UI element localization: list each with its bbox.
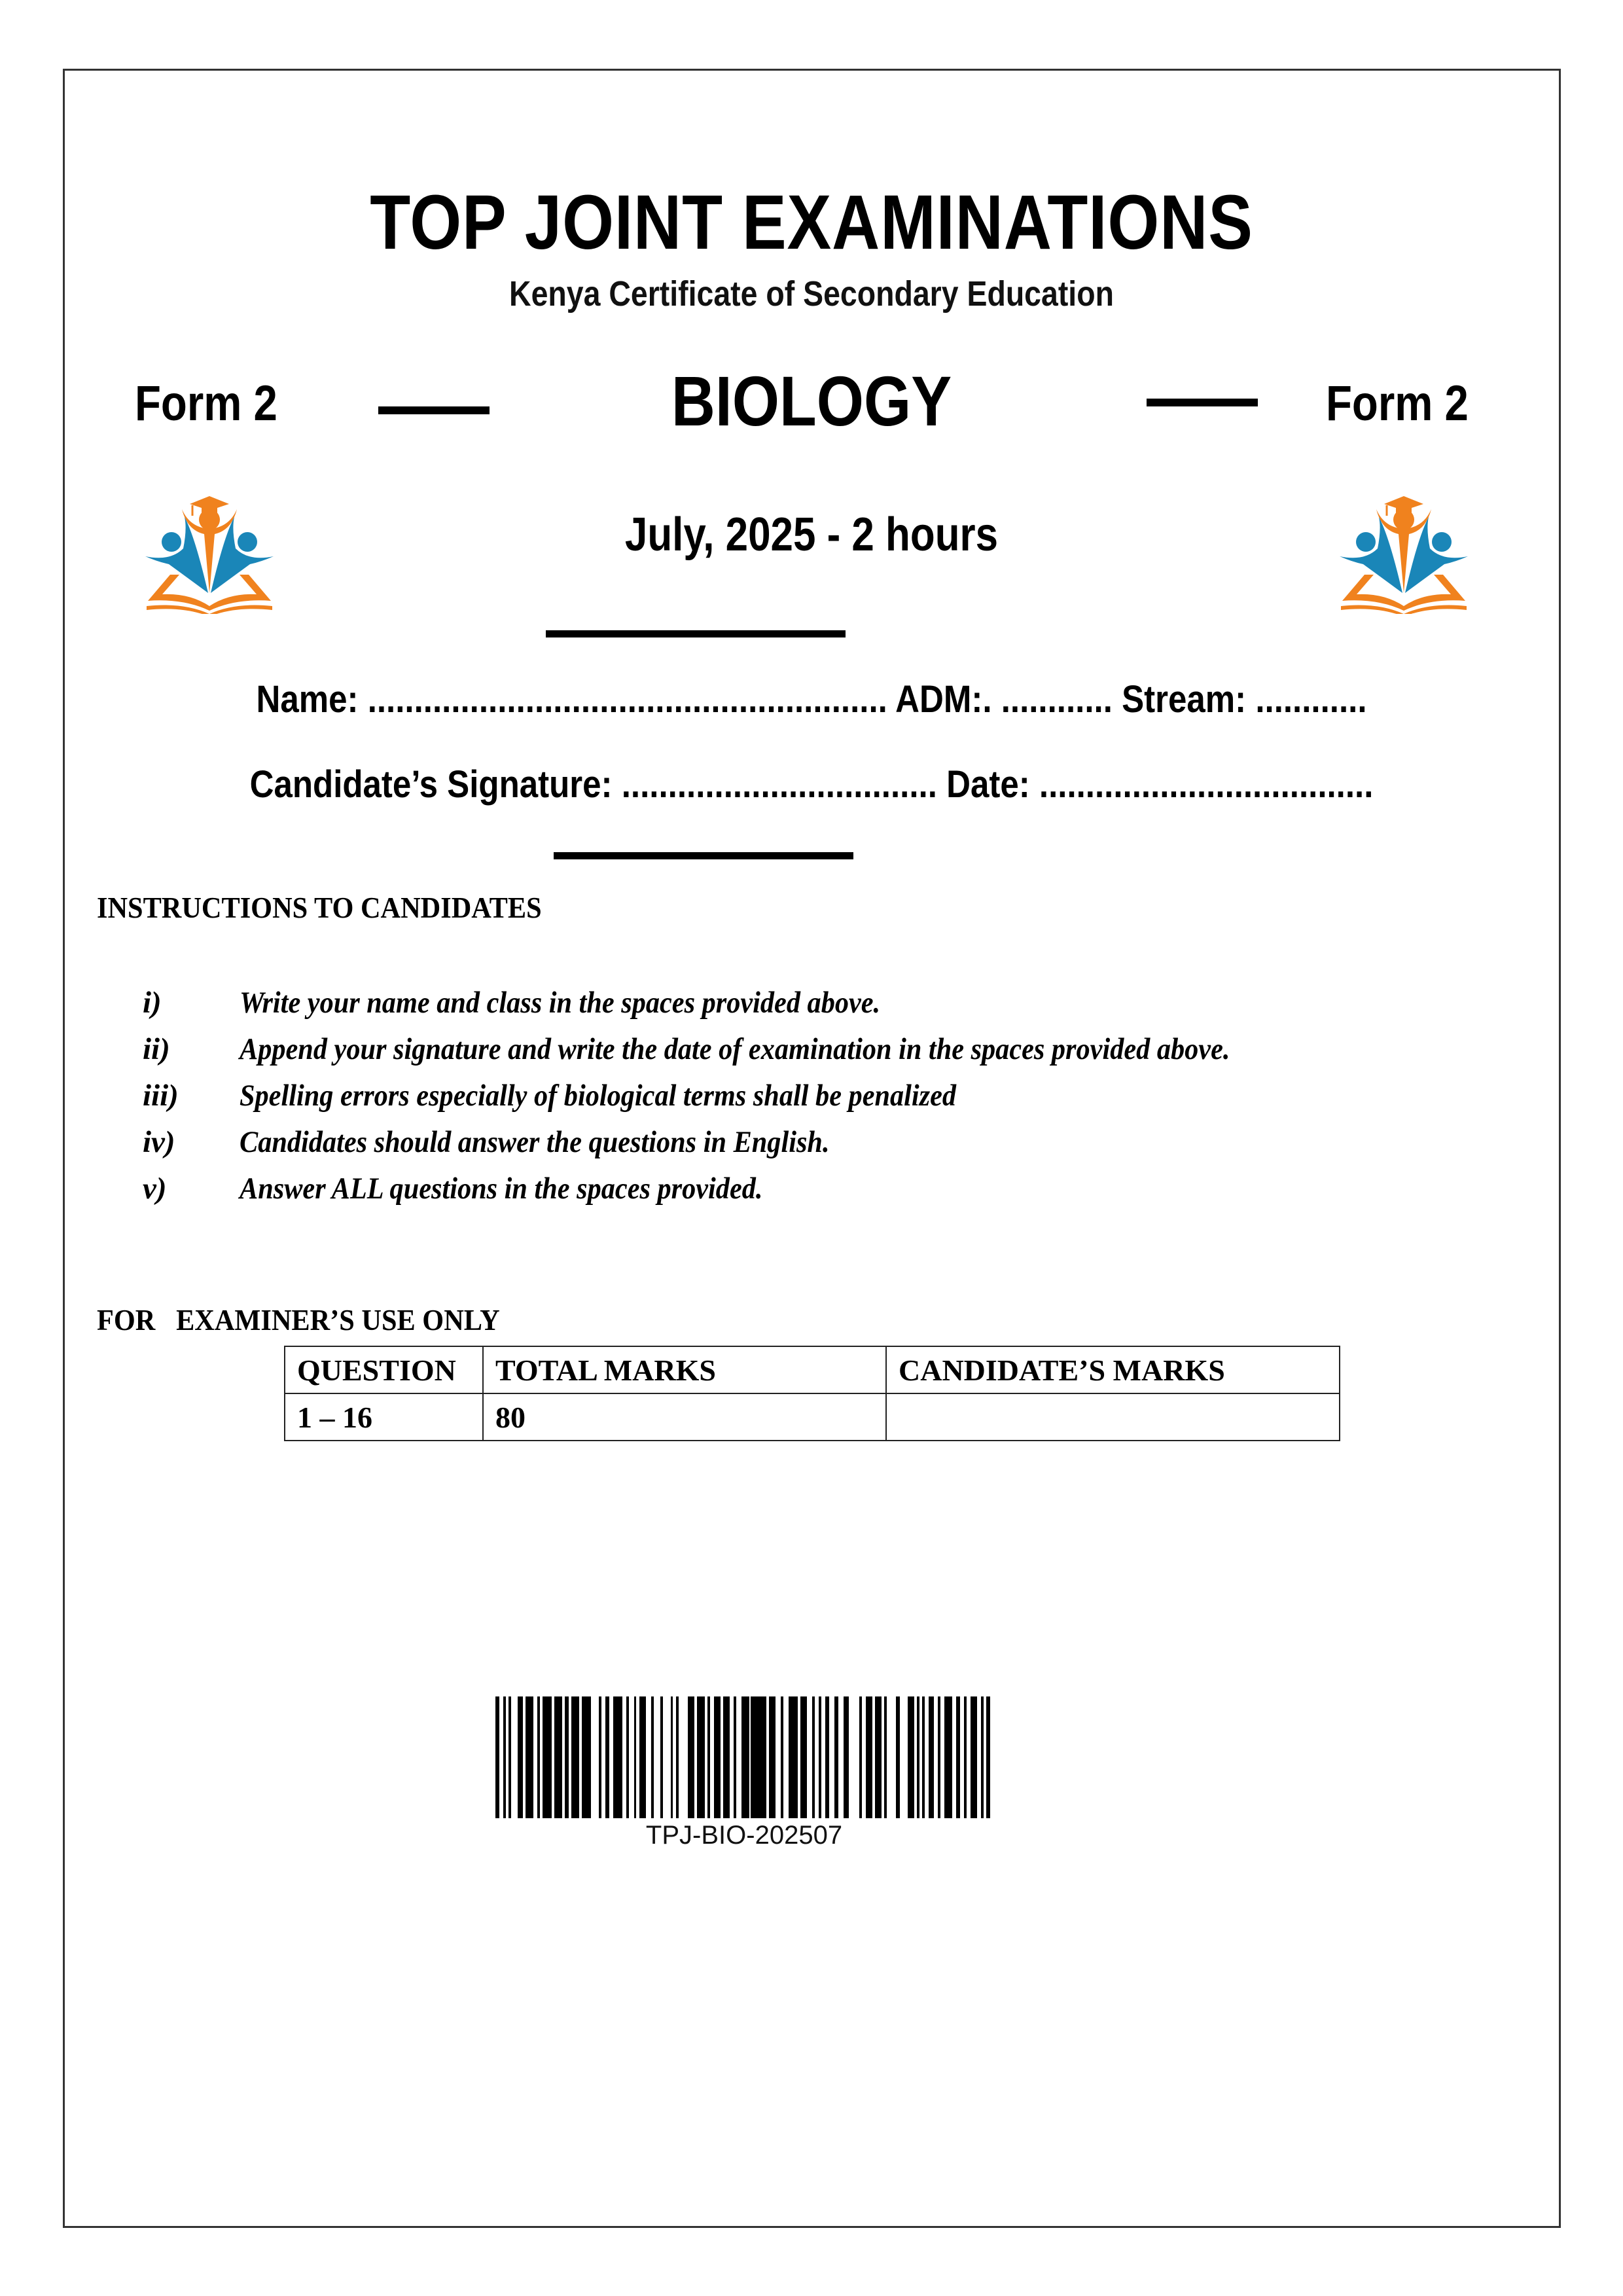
instructions-list (143, 985, 1517, 1217)
barcode-icon (495, 1696, 993, 1818)
candidate-info-row-2 (98, 762, 1525, 806)
stream-field[interactable]: ............ (1255, 678, 1367, 721)
cell-question-range: 1 – 16 (285, 1393, 483, 1441)
instruction-text: Append your signature and write the date of examination in the spaces provided above. (240, 1032, 1230, 1066)
dash-right (1147, 399, 1258, 406)
column-header-candidate-marks: CANDIDATE’S MARKS (886, 1346, 1340, 1393)
instruction-text: Write your name and class in the spaces provided above. (240, 986, 881, 1020)
date-field[interactable]: .................................... (1039, 763, 1374, 806)
table-row (285, 1393, 1340, 1441)
instruction-number: ii) (143, 1032, 170, 1066)
instruction-number: i) (143, 986, 162, 1020)
exam-body-title: TOP JOINT EXAMINATIONS (370, 179, 1253, 266)
instruction-number: iv) (143, 1125, 175, 1159)
exam-subtitle: Kenya Certificate of Secondary Education (509, 274, 1114, 314)
stream-label: Stream: (1122, 678, 1247, 721)
instruction-item (143, 1171, 1517, 1217)
instruction-text: Candidates should answer the questions in English. (240, 1125, 830, 1159)
form-label-right: Form 2 (1326, 376, 1469, 431)
adm-label: ADM:. (895, 678, 992, 721)
instruction-item (143, 985, 1517, 1031)
examiner-marks-table (284, 1346, 1340, 1441)
candidate-info-row-1 (98, 677, 1525, 721)
adm-field[interactable]: ............ (1001, 678, 1113, 721)
name-label: Name: (256, 678, 359, 721)
cell-total-marks: 80 (483, 1393, 886, 1441)
divider-rule-top (546, 630, 846, 637)
table-header-row (285, 1346, 1340, 1393)
instruction-item (143, 1031, 1517, 1078)
divider-rule-bottom (554, 852, 853, 859)
barcode-label: TPJ-BIO-202507 (645, 1821, 843, 1850)
instruction-item (143, 1124, 1517, 1171)
date-label: Date: (946, 763, 1030, 806)
signature-label: Candidate’s Signature: (249, 763, 613, 806)
instruction-text: Spelling errors especially of biological terms shall be penalized (240, 1079, 957, 1113)
exam-date-duration: July, 2025 - 2 hours (624, 509, 999, 561)
name-field[interactable]: ........................................................ (367, 678, 887, 721)
signature-field[interactable]: .................................. (621, 763, 937, 806)
subject-title: BIOLOGY (671, 361, 952, 440)
instruction-number: v) (143, 1172, 167, 1206)
instructions-heading: INSTRUCTIONS TO CANDIDATES (97, 891, 542, 924)
form-label-left: Form 2 (135, 376, 277, 431)
examiner-heading: FOR EXAMINER’S USE ONLY (97, 1303, 500, 1336)
column-header-total-marks: TOTAL MARKS (483, 1346, 886, 1393)
instruction-text: Answer ALL questions in the spaces provided. (240, 1172, 763, 1206)
column-header-question: QUESTION (285, 1346, 483, 1393)
cell-candidate-marks[interactable] (886, 1393, 1340, 1441)
instruction-item (143, 1078, 1517, 1124)
instruction-number: iii) (143, 1079, 179, 1113)
